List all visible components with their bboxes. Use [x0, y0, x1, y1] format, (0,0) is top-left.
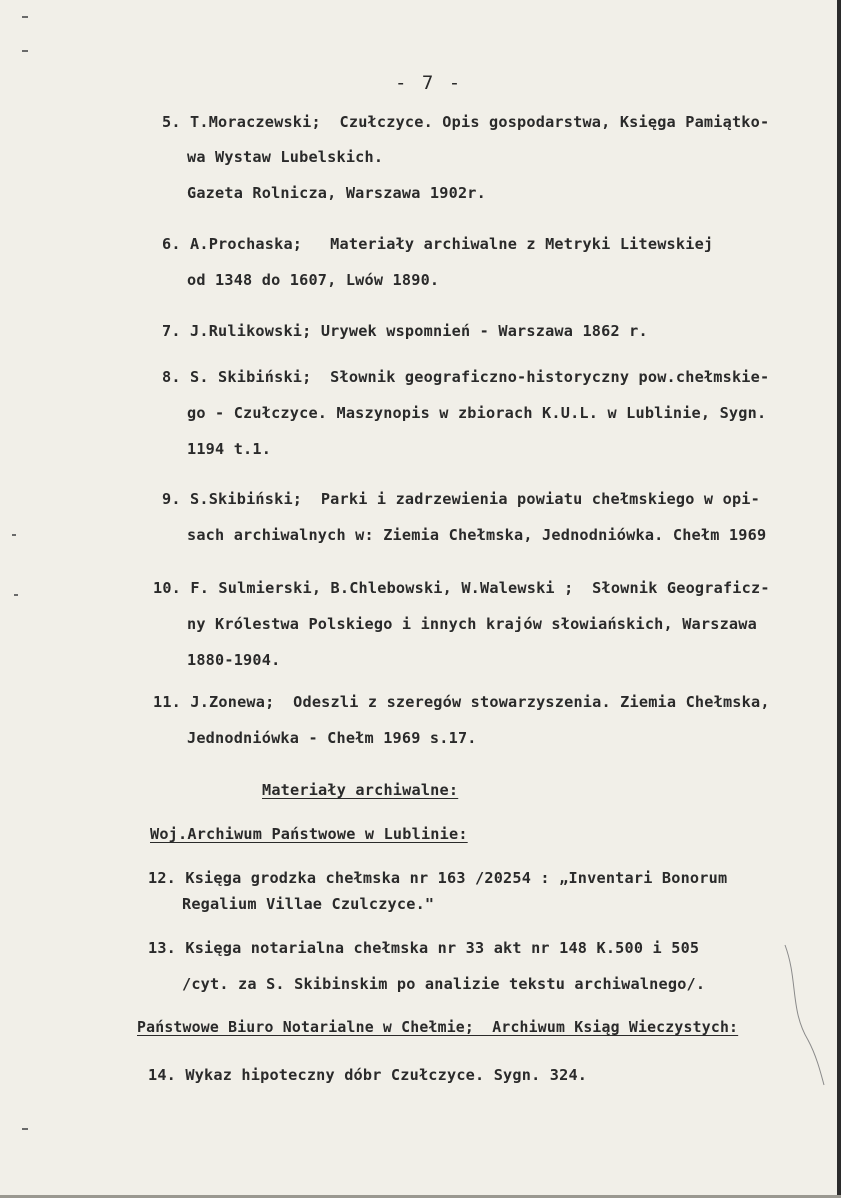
page-number: - 7 -: [395, 72, 463, 94]
archival-12-line-2: Regalium Villae Czulczyce.": [182, 895, 435, 913]
bib-11-line-2: Jednodniówka - Chełm 1969 s.17.: [187, 729, 477, 747]
scan-edge-right: [837, 0, 841, 1198]
bib-10-line-2: ny Królestwa Polskiego i innych krajów słowiańskich, Warszawa: [187, 615, 757, 633]
bib-6-line-2: od 1348 do 1607, Lwów 1890.: [187, 271, 440, 289]
bib-8-line-3: 1194 t.1.: [187, 440, 272, 458]
bib-5-line-3: Gazeta Rolnicza, Warszawa 1902r.: [187, 184, 486, 202]
bib-9-line-2: sach archiwalnych w: Ziemia Chełmska, Jednodniówka. Chełm 1969: [187, 526, 767, 544]
archival-13-line-2: /cyt. za S. Skibinskim po analizie tekstu archiwalnego/.: [182, 975, 706, 993]
punch-mark: [22, 50, 28, 52]
punch-mark: [22, 16, 28, 18]
bib-6-line-1: 6. A.Prochaska; Materiały archiwalne z Metryki Litewskiej: [162, 235, 714, 253]
archive-chelm-heading: Państwowe Biuro Notarialne w Chełmie; Archiwum Ksiąg Wieczystych:: [137, 1019, 739, 1036]
punch-mark: [14, 594, 18, 596]
pencil-stroke-mark: [780, 940, 830, 1090]
bib-8-line-1: 8. S. Skibiński; Słownik geograficzno-historyczny pow.chełmskie-: [162, 368, 770, 386]
bib-10-line-3: 1880-1904.: [187, 651, 281, 669]
archival-14-line-1: 14. Wykaz hipoteczny dóbr Czułczyce. Sygn. 324.: [148, 1066, 588, 1084]
bib-7-line-1: 7. J.Rulikowski; Urywek wspomnień - Warszawa 1862 r.: [162, 322, 648, 340]
bib-8-line-2: go - Czułczyce. Maszynopis w zbiorach K.U.L. w Lublinie, Sygn.: [187, 404, 767, 422]
archival-12-line-1: 12. Księga grodzka chełmska nr 163 /20254 : „Inventari Bonorum: [148, 869, 728, 887]
bib-9-line-1: 9. S.Skibiński; Parki i zadrzewienia powiatu chełmskiego w opi-: [162, 490, 760, 508]
bib-5-line-1: 5. T.Moraczewski; Czułczyce. Opis gospodarstwa, Księga Pamiątko-: [162, 113, 770, 131]
punch-mark: [12, 534, 16, 536]
bib-10-line-1: 10. F. Sulmierski, B.Chlebowski, W.Walewski ; Słownik Geograficz-: [153, 579, 770, 597]
archival-materials-heading: Materiały archiwalne:: [262, 781, 459, 799]
archival-13-line-1: 13. Księga notarialna chełmska nr 33 akt nr 148 K.500 i 505: [148, 939, 700, 957]
bib-5-line-2: wa Wystaw Lubelskich.: [187, 148, 384, 166]
punch-mark: [22, 1128, 28, 1130]
bib-11-line-1: 11. J.Zonewa; Odeszli z szeregów stowarzyszenia. Ziemia Chełmska,: [153, 693, 770, 711]
archive-lublin-heading: Woj.Archiwum Państwowe w Lublinie:: [150, 825, 468, 843]
